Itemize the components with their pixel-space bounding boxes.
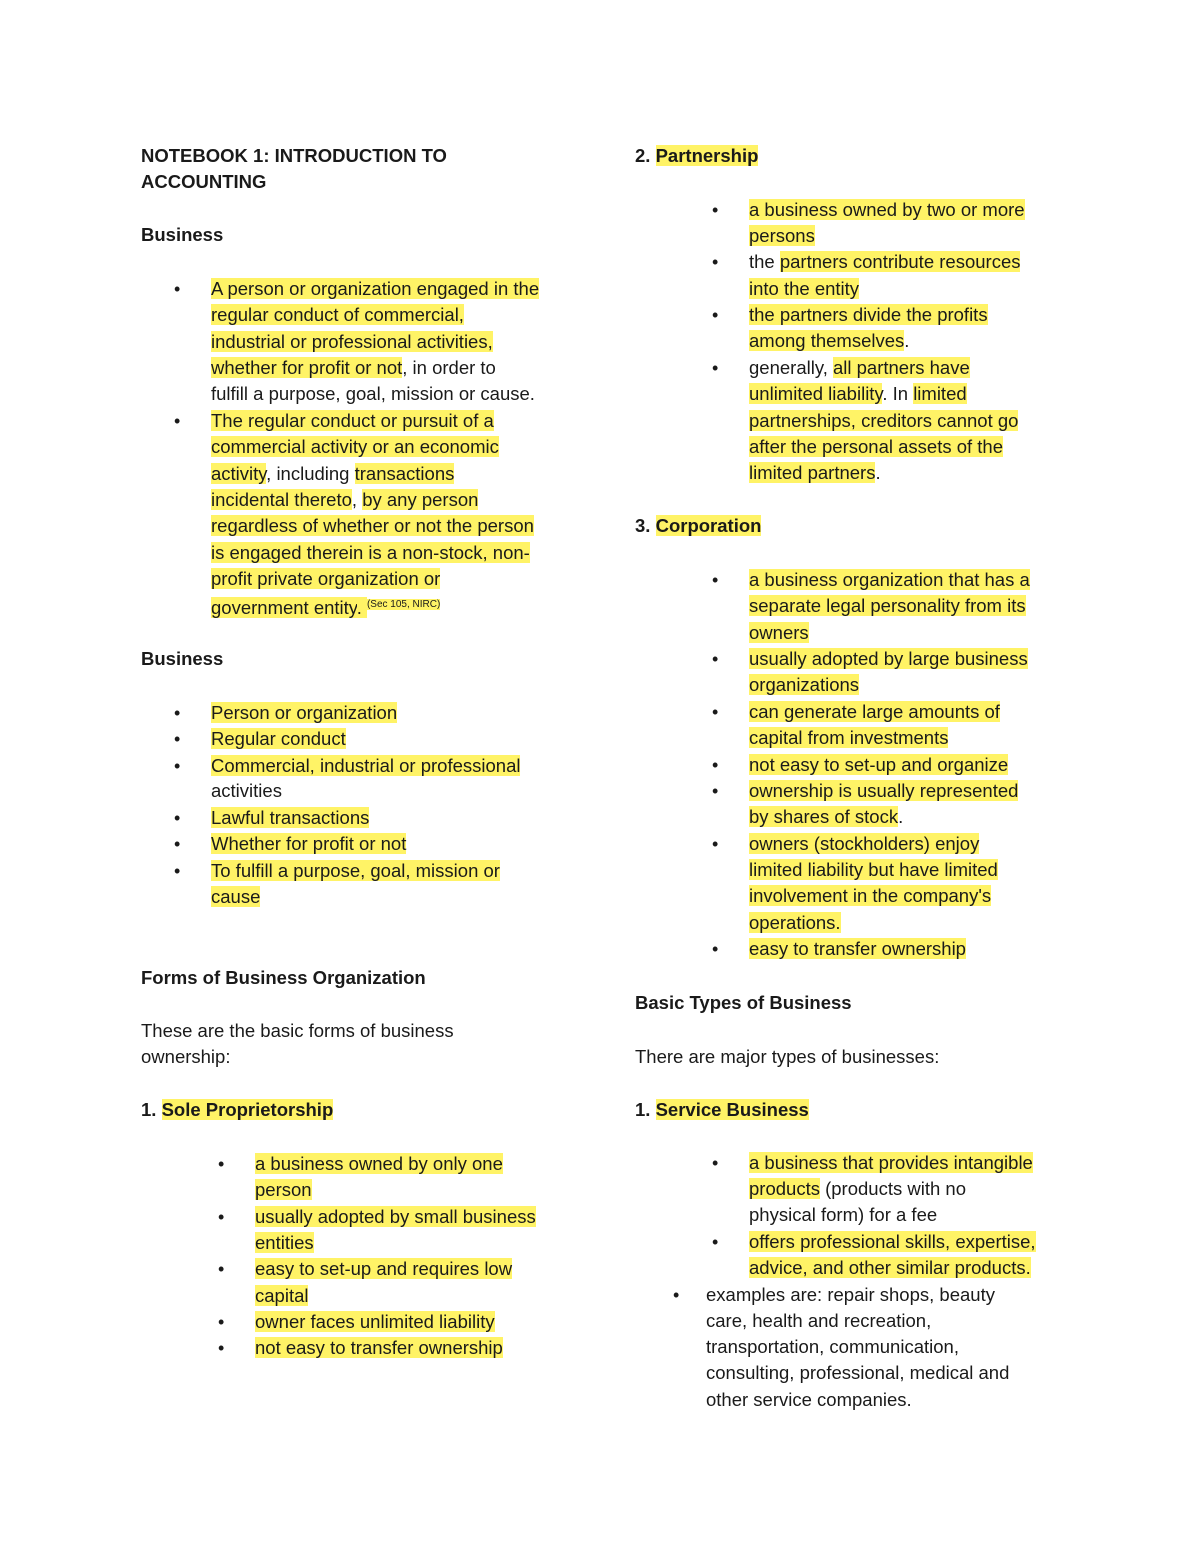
bullet-icon: •	[218, 1259, 225, 1279]
def2-line-8: government entity. $^{(Sec 105, NIRC)}$	[211, 597, 441, 618]
sole-item-cont: entities	[255, 1232, 314, 1253]
bullet-icon: •	[218, 1312, 225, 1332]
document-title-line-1: NOTEBOOK 1: INTRODUCTION TO	[141, 145, 447, 166]
element-item: Person or organization	[211, 702, 398, 723]
service-item-cont: products (products with no	[749, 1178, 966, 1199]
sole-item-cont: person	[255, 1179, 312, 1200]
service-item-cont: advice, and other similar products.	[749, 1257, 1031, 1278]
def2-line-6: is engaged therein is a non-stock, non-	[211, 542, 530, 563]
element-item: Lawful transactions	[211, 807, 370, 828]
def2-line-7: profit private organization or	[211, 568, 441, 589]
sole-item: not easy to transfer ownership	[255, 1337, 503, 1358]
corporation-item-cont: operations.	[749, 912, 841, 933]
bullet-icon: •	[218, 1338, 225, 1358]
partnership-item-cont: into the entity	[749, 278, 860, 299]
partnership-item: the partners divide the profits	[749, 304, 988, 325]
bullet-icon: •	[174, 703, 181, 723]
corporation-heading: 3. Corporation	[635, 515, 762, 536]
def2-line-3: activity, including transactions	[211, 463, 455, 484]
partnership-item-cont: persons	[749, 225, 815, 246]
forms-intro-line-1: These are the basic forms of business	[141, 1020, 454, 1041]
corporation-item-cont: by shares of stock.	[749, 806, 904, 827]
service-business-heading: 1. Service Business	[635, 1099, 809, 1120]
corporation-item: not easy to set-up and organize	[749, 754, 1009, 775]
def1-line-2: regular conduct of commercial,	[211, 304, 464, 325]
bullet-icon: •	[174, 411, 181, 431]
partnership-item: generally, all partners have	[749, 357, 970, 378]
partnership-item-cont: among themselves.	[749, 330, 910, 351]
bullet-icon: •	[712, 1232, 719, 1252]
partnership-item-cont: limited partners.	[749, 462, 881, 483]
def2-line-1: The regular conduct or pursuit of a	[211, 410, 494, 431]
corporation-item: easy to transfer ownership	[749, 938, 966, 959]
document-title-line-2: ACCOUNTING	[141, 171, 267, 192]
element-item-cont: cause	[211, 886, 261, 907]
bullet-icon: •	[712, 200, 719, 220]
def1-line-4: whether for profit or not, in order to	[211, 357, 496, 378]
element-item: Commercial, industrial or professional	[211, 755, 521, 776]
bullet-icon: •	[712, 252, 719, 272]
bullet-icon: •	[218, 1154, 225, 1174]
types-heading: Basic Types of Business	[635, 992, 852, 1013]
bullet-icon: •	[712, 1153, 719, 1173]
element-item: Regular conduct	[211, 728, 346, 749]
def2-line-2: commercial activity or an economic	[211, 436, 499, 457]
sole-item: a business owned by only one	[255, 1153, 503, 1174]
bullet-icon: •	[218, 1207, 225, 1227]
partnership-item-cont: partnerships, creditors cannot go	[749, 410, 1019, 431]
business-heading-2: Business	[141, 648, 224, 669]
corporation-item-cont: owners	[749, 622, 809, 643]
service-item: offers professional skills, expertise,	[749, 1231, 1036, 1252]
partnership-item: the partners contribute resources	[749, 251, 1021, 272]
forms-heading: Forms of Business Organization	[141, 967, 426, 988]
bullet-icon: •	[712, 834, 719, 854]
sole-item: easy to set-up and requires low	[255, 1258, 513, 1279]
service-item: a business that provides intangible	[749, 1152, 1033, 1173]
bullet-icon: •	[174, 729, 181, 749]
element-item-cont: activities	[211, 780, 282, 801]
corporation-item-cont: involvement in the company's	[749, 885, 992, 906]
bullet-icon: •	[174, 861, 181, 881]
element-item: Whether for profit or not	[211, 833, 407, 854]
bullet-icon: •	[174, 808, 181, 828]
corporation-item: usually adopted by large business	[749, 648, 1028, 669]
def1-line-3: industrial or professional activities,	[211, 331, 493, 352]
bullet-icon: •	[174, 756, 181, 776]
bullet-icon: •	[712, 570, 719, 590]
sole-item: owner faces unlimited liability	[255, 1311, 495, 1332]
service-examples-cont: other service companies.	[706, 1389, 912, 1410]
bullet-icon: •	[712, 649, 719, 669]
bullet-icon: •	[174, 279, 181, 299]
sole-proprietorship-heading: 1. Sole Proprietorship	[141, 1099, 334, 1120]
sole-item: usually adopted by small business	[255, 1206, 536, 1227]
bullet-icon: •	[712, 755, 719, 775]
element-item: To fulfill a purpose, goal, mission or	[211, 860, 500, 881]
corporation-item-cont: separate legal personality from its	[749, 595, 1026, 616]
partnership-item-cont: after the personal assets of the	[749, 436, 1004, 457]
corporation-item-cont: organizations	[749, 674, 860, 695]
bullet-icon: •	[712, 305, 719, 325]
bullet-icon: •	[673, 1285, 680, 1305]
service-examples-cont: consulting, professional, medical and	[706, 1362, 1010, 1383]
service-examples: examples are: repair shops, beauty	[706, 1284, 995, 1305]
service-examples-cont: care, health and recreation,	[706, 1310, 932, 1331]
def2-line-5: regardless of whether or not the person	[211, 515, 534, 536]
partnership-item-cont: unlimited liability. In limited	[749, 383, 967, 404]
bullet-icon: •	[174, 834, 181, 854]
corporation-item-cont: capital from investments	[749, 727, 949, 748]
def1-line-5: fulfill a purpose, goal, mission or cause.	[211, 383, 535, 404]
bullet-icon: •	[712, 358, 719, 378]
sole-item-cont: capital	[255, 1285, 309, 1306]
service-examples-cont: transportation, communication,	[706, 1336, 959, 1357]
def1-line-1: A person or organization engaged in the	[211, 278, 540, 299]
corporation-item: a business organization that has a	[749, 569, 1030, 590]
citation: (Sec 105, NIRC)	[366, 599, 441, 610]
bullet-icon: •	[712, 939, 719, 959]
service-item-cont: physical form) for a fee	[749, 1204, 938, 1225]
corporation-item: can generate large amounts of	[749, 701, 1000, 722]
types-intro: There are major types of businesses:	[635, 1046, 940, 1067]
partnership-heading: 2. Partnership	[635, 145, 759, 166]
bullet-icon: •	[712, 781, 719, 801]
bullet-icon: •	[712, 702, 719, 722]
corporation-item: owners (stockholders) enjoy	[749, 833, 980, 854]
partnership-item: a business owned by two or more	[749, 199, 1025, 220]
business-heading-1: Business	[141, 224, 224, 245]
corporation-item: ownership is usually represented	[749, 780, 1019, 801]
def2-line-4: incidental thereto, by any person	[211, 489, 479, 510]
forms-intro-line-2: ownership:	[141, 1046, 231, 1067]
corporation-item-cont: limited liability but have limited	[749, 859, 998, 880]
